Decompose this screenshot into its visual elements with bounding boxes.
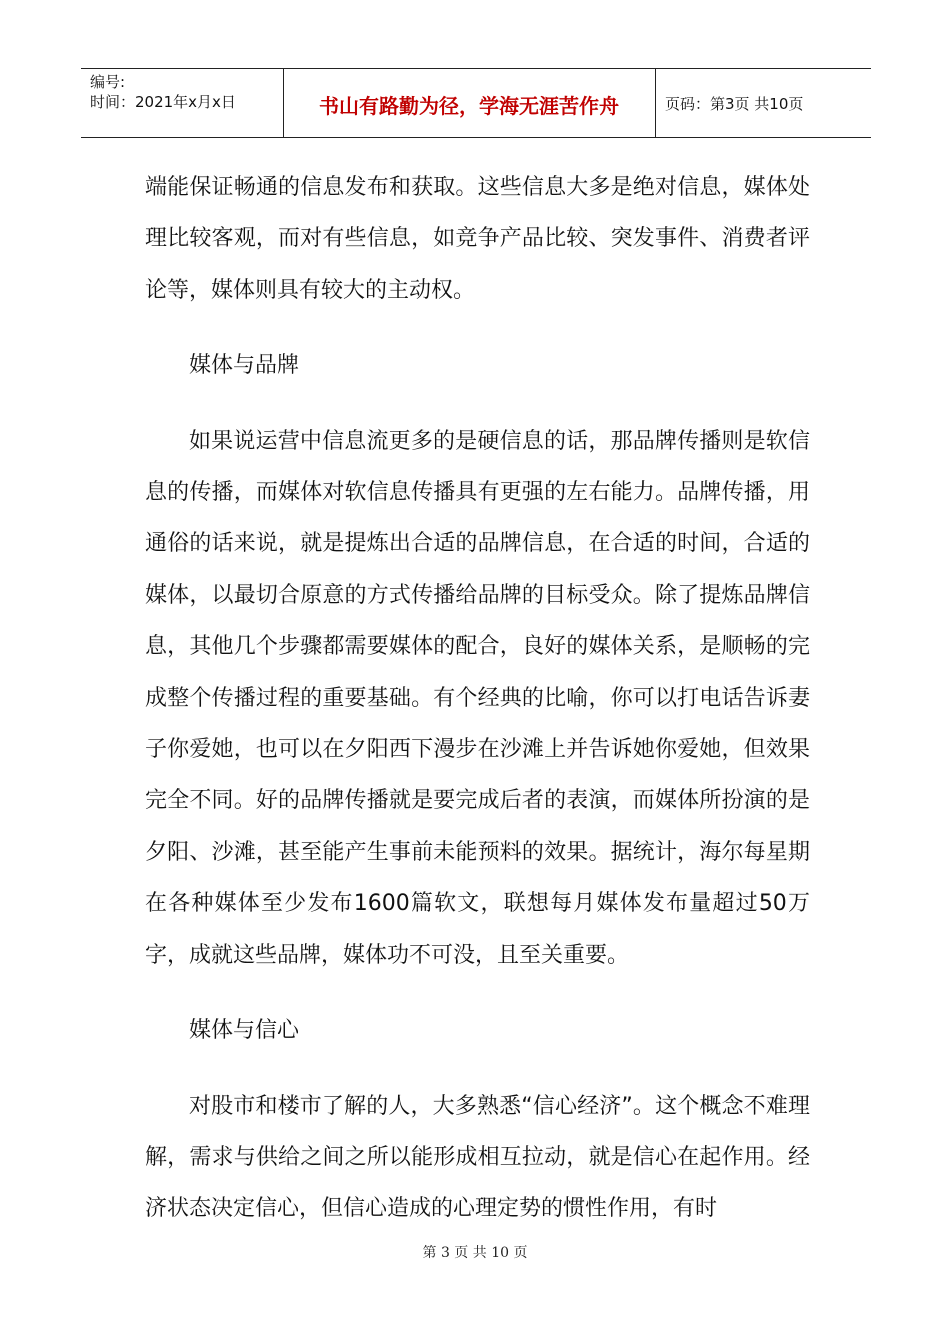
header-meta-cell xyxy=(81,69,284,137)
section-heading-media-confidence: 媒体与信心 xyxy=(189,1018,300,1044)
body-text xyxy=(145,162,810,1235)
page-header xyxy=(81,68,871,138)
section-heading-media-brand: 媒体与品牌 xyxy=(189,353,300,379)
header-motto: 书山有路勤为径，学海无涯苦作舟 xyxy=(319,94,619,118)
header-page-cell xyxy=(655,69,871,137)
document-number-label: 编号: xyxy=(90,73,126,91)
page-footer: 第 3 页 共 10 页 xyxy=(422,1245,528,1261)
paragraph: 如果说运营中信息流更多的是硬信息的话，那品牌传播则是软信息的传播，而媒体对软信息传播具有更强的左右能力。品牌传播，用通俗的话来说，就是提炼出合适的品牌信息，在合适的时间，合适的媒体，以最切合原意的方式传播给品牌的目标受众。除了提炼品牌信息，其他几个步骤都需要媒体的配合，良好的媒体关系，是顺畅的完成整个传播过程的重要基础。有个经典的比喻，你可以打电话告诉妻子你爱她，也可以在夕阳西下漫步在沙滩上并告诉她你爱她，但效果完全不同。好的品牌传播就是要完成后者的表演，而媒体所扮演的是夕阳、沙滩，甚至能产生事前未能预料的效果。据统计，海尔每星期在各种媒体至少发布1600篇软文，联想每月媒体发布量超过50万字，成就这些品牌，媒体功不可没，且至关重要。 xyxy=(145,428,810,968)
header-page-number: 页码：第3页 共10页 xyxy=(665,95,804,113)
document-date: 时间：2021年x月x日 xyxy=(90,93,236,111)
paragraph: 端能保证畅通的信息发布和获取。这些信息大多是绝对信息，媒体处理比较客观，而对有些信息，如竞争产品比较、突发事件、消费者评论等，媒体则具有较大的主动权。 xyxy=(145,175,810,303)
paragraph: 对股市和楼市了解的人，大多熟悉“信心经济”。这个概念不难理解，需求与供给之间之所以能形成相互拉动，就是信心在起作用。经济状态决定信心，但信心造成的心理定势的惯性作用，有时 xyxy=(145,1093,810,1222)
header-motto-cell xyxy=(283,69,656,137)
